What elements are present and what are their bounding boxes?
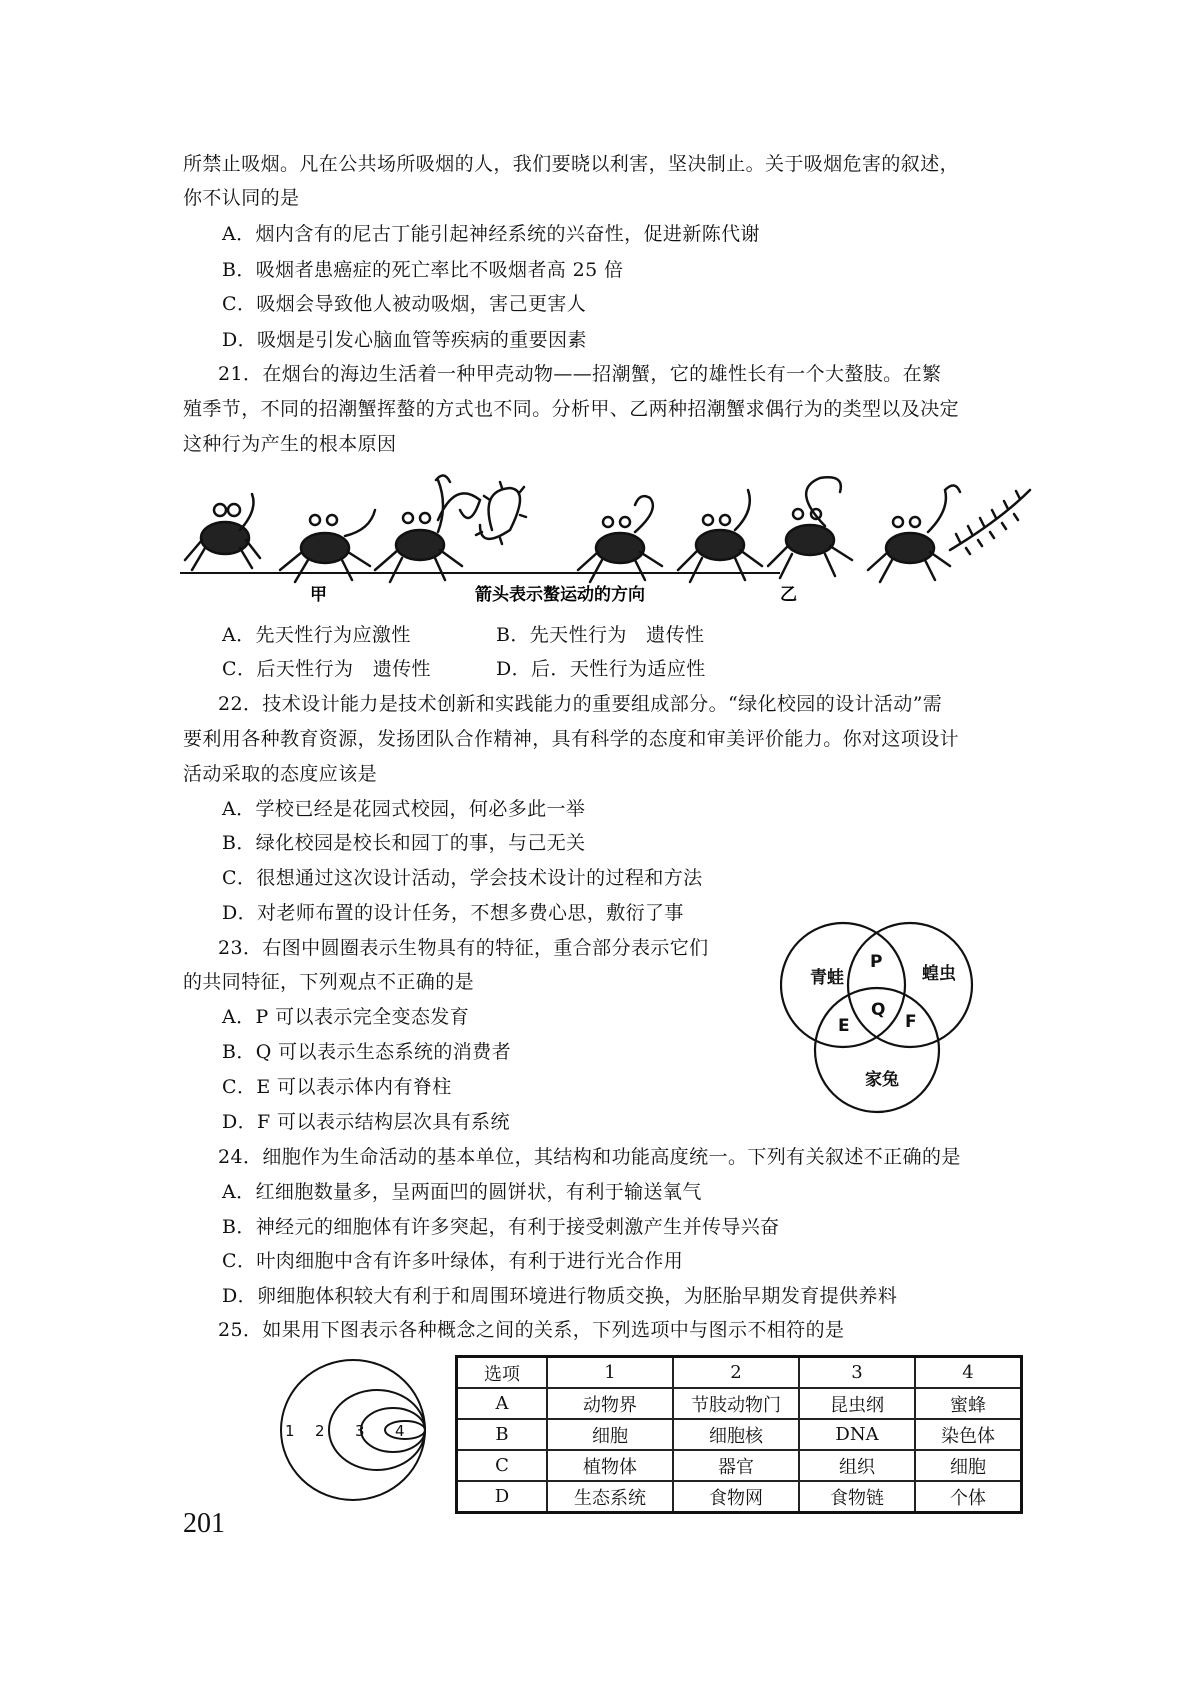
- table-cell: 个体: [915, 1481, 1022, 1513]
- crab-icon: [678, 490, 762, 582]
- q25-options-table: [455, 1355, 1023, 1514]
- table-cell: 食物链: [799, 1481, 915, 1513]
- q20-stem-line2: 你不认同的是: [183, 187, 300, 209]
- fig-caption: 箭头表示螯运动的方向: [475, 585, 645, 605]
- q23-option-d: D．F 可以表示结构层次具有系统: [222, 1111, 510, 1133]
- table-row: [457, 1388, 1022, 1419]
- q23-stem-line2: 的共同特征，下列观点不正确的是: [183, 971, 475, 993]
- table-cell: 节肢动物门: [673, 1388, 799, 1419]
- diagram-label-4: 4: [395, 1422, 405, 1440]
- table-cell: 昆虫纲: [799, 1388, 915, 1419]
- diagram-label-1: 1: [285, 1422, 295, 1440]
- table-cell: 染色体: [915, 1419, 1022, 1450]
- table-cell: DNA: [799, 1419, 915, 1450]
- q24-option-a: A．红细胞数量多，呈两面凹的圆饼状，有利于输送氧气: [222, 1181, 702, 1203]
- q21-option-c: C．后天性行为 遗传性: [222, 658, 431, 680]
- q22-stem-line2: 要利用各种教育资源，发扬团队合作精神，具有科学的态度和审美评价能力。你对这项设计: [183, 728, 960, 750]
- diagram-label-2: 2: [315, 1422, 325, 1440]
- q21-option-b: B．先天性行为 遗传性: [496, 624, 705, 646]
- q20-option-a: A．烟内含有的尼古丁能引起神经系统的兴奋性，促进新陈代谢: [222, 223, 760, 245]
- q21-stem-line2: 殖季节，不同的招潮蟹挥螯的方式也不同。分析甲、乙两种招潮蟹求偶行为的类型以及决定: [183, 398, 960, 420]
- venn-region-q: Q: [871, 1000, 886, 1020]
- q20-option-b: B．吸烟者患癌症的死亡率比不吸烟者高 25 倍: [222, 259, 624, 281]
- table-cell: C: [457, 1450, 548, 1481]
- nested-concept-diagram: [275, 1358, 435, 1508]
- q23-option-b: B．Q 可以表示生态系统的消费者: [222, 1041, 511, 1063]
- table-cell: D: [457, 1481, 548, 1513]
- venn-region-f: F: [905, 1012, 917, 1032]
- table-cell: 植物体: [547, 1450, 673, 1481]
- crab-icon: [578, 496, 662, 582]
- table-cell: 食物网: [673, 1481, 799, 1513]
- table-cell: 动物界: [547, 1388, 673, 1419]
- crab-icon: [375, 475, 462, 582]
- venn-region-e: E: [838, 1016, 850, 1036]
- page-number: 201: [183, 1508, 225, 1539]
- table-header: 4: [915, 1357, 1022, 1389]
- table-row: [457, 1481, 1022, 1513]
- table-header: 3: [799, 1357, 915, 1389]
- q22-option-c: C．很想通过这次设计活动，学会技术设计的过程和方法: [222, 867, 703, 889]
- table-cell: 组织: [799, 1450, 915, 1481]
- table-cell: 器官: [673, 1450, 799, 1481]
- q22-stem-line3: 活动采取的态度应该是: [183, 763, 378, 785]
- venn-diagram: [780, 915, 980, 1125]
- q22-option-b: B．绿化校园是校长和园丁的事，与己无关: [222, 832, 586, 854]
- table-cell: 生态系统: [547, 1481, 673, 1513]
- table-cell: 细胞核: [673, 1419, 799, 1450]
- crab-icon: [185, 494, 260, 570]
- crab-icon: [280, 510, 375, 582]
- q24-option-d: D．卵细胞体积较大有利于和周围环境进行物质交换，为胚胎早期发育提供养料: [222, 1285, 898, 1307]
- table-header: 选项: [457, 1357, 548, 1389]
- q23-stem-line1: 23．右图中圆圈表示生物具有的特征，重合部分表示它们: [218, 937, 709, 959]
- q24-option-b: B．神经元的细胞体有许多突起，有利于接受刺激产生并传导兴奋: [222, 1216, 780, 1238]
- table-cell: 细胞: [547, 1419, 673, 1450]
- table-header-row: [457, 1357, 1022, 1389]
- q20-option-d: D．吸烟是引发心脑血管等疾病的重要因素: [222, 329, 587, 351]
- crab-icon: [868, 485, 960, 582]
- q21-option-a: A．先天性行为应激性: [222, 624, 411, 646]
- q21-stem-line3: 这种行为产生的根本原因: [183, 433, 397, 455]
- q25-stem: 25．如果用下图表示各种概念之间的关系，下列选项中与图示不相符的是: [218, 1319, 845, 1341]
- q22-option-a: A．学校已经是花园式校园，何必多此一举: [222, 798, 586, 820]
- arrow-loop-icon: [438, 482, 526, 544]
- venn-label-rabbit: 家兔: [865, 1070, 899, 1090]
- table-cell: 蜜蜂: [915, 1388, 1022, 1419]
- table-header: 1: [547, 1357, 673, 1389]
- table-cell: B: [457, 1419, 548, 1450]
- q24-stem: 24．细胞作为生命活动的基本单位，其结构和功能高度统一。下列有关叙述不正确的是: [218, 1146, 961, 1168]
- q22-stem-line1: 22．技术设计能力是技术创新和实践能力的重要组成部分。“绿化校园的设计活动”需: [218, 693, 943, 715]
- fig-label-jia: 甲: [310, 585, 327, 605]
- diagram-label-3: 3: [355, 1422, 365, 1440]
- q20-option-c: C．吸烟会导致他人被动吸烟，害己更害人: [222, 293, 587, 315]
- venn-region-p: P: [870, 952, 883, 972]
- venn-label-locust: 蝗虫: [922, 964, 956, 984]
- table-cell: 细胞: [915, 1450, 1022, 1481]
- q22-option-d: D．对老师布置的设计任务，不想多费心思，敷衍了事: [222, 902, 684, 924]
- q20-stem-line1: 所禁止吸烟。凡在公共场所吸烟的人，我们要晓以利害，坚决制止。关于吸烟危害的叙述，: [183, 153, 960, 175]
- arrow-arc-icon: [950, 490, 1030, 554]
- table-cell: A: [457, 1388, 548, 1419]
- crab-behavior-figure: [180, 470, 1040, 610]
- table-row: [457, 1450, 1022, 1481]
- crab-icon: [768, 477, 852, 578]
- table-header: 2: [673, 1357, 799, 1389]
- table-row: [457, 1419, 1022, 1450]
- q23-option-c: C．E 可以表示体内有脊柱: [222, 1076, 452, 1098]
- q21-option-d: D．后．天性行为适应性: [496, 658, 706, 680]
- fig-label-yi: 乙: [780, 585, 797, 605]
- venn-label-frog: 青蛙: [810, 968, 844, 988]
- q23-option-a: A．P 可以表示完全变态发育: [222, 1006, 470, 1028]
- q24-option-c: C．叶肉细胞中含有许多叶绿体，有利于进行光合作用: [222, 1250, 684, 1272]
- q21-stem-line1: 21．在烟台的海边生活着一种甲壳动物——招潮蟹，它的雄性长有一个大螯肢。在繁: [218, 363, 942, 385]
